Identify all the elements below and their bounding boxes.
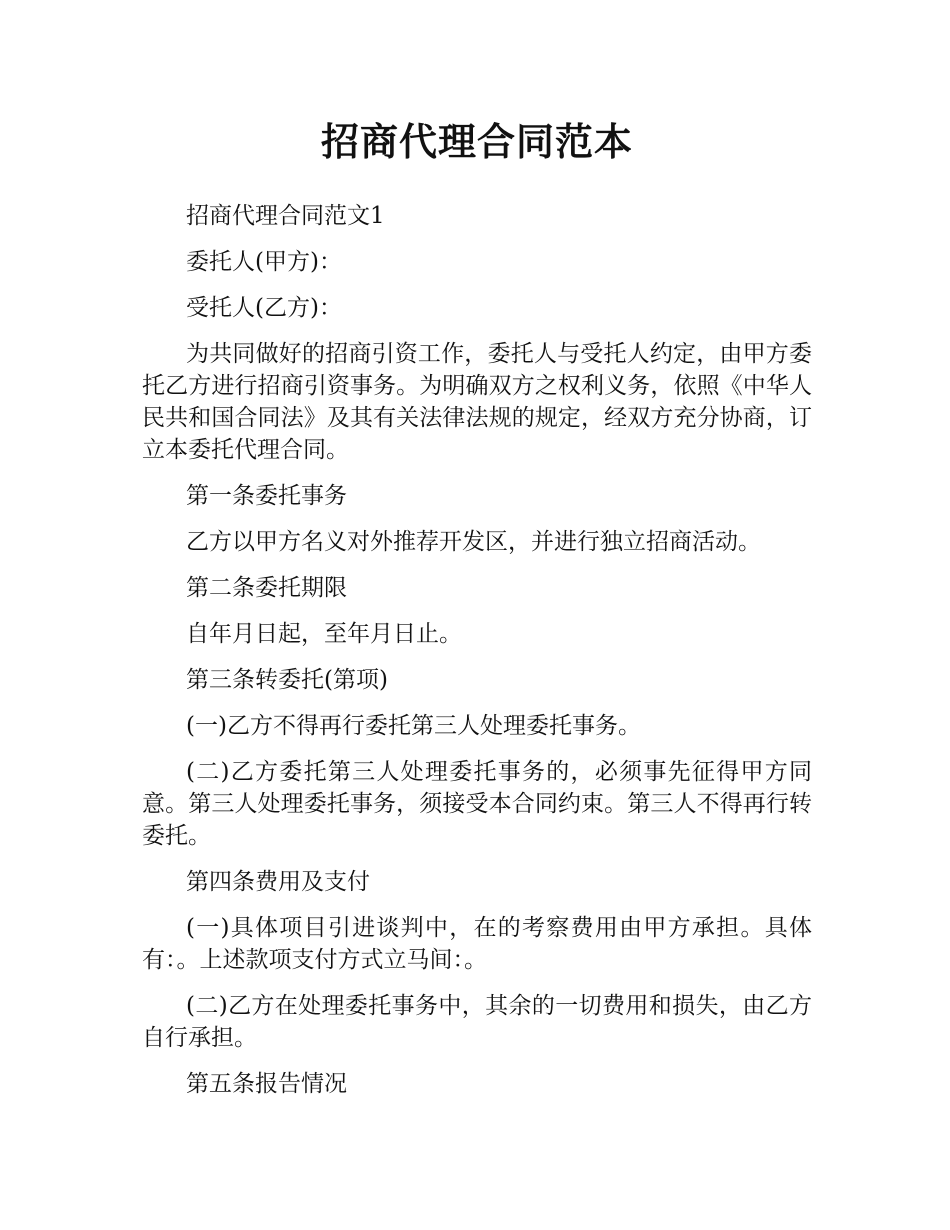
document-title: 招商代理合同范本 xyxy=(320,120,633,164)
article-4-heading: 第四条费用及支付 xyxy=(186,869,370,895)
article-2-heading: 第二条委托期限 xyxy=(186,575,347,601)
article-2-body: 自年月日起，至年月日止。 xyxy=(186,621,462,647)
article-4-item-1: (一)具体项目引进谈判中，在的考察费用由甲方承担。具体有：。上述款项支付方式立马间：。 xyxy=(142,915,812,973)
document-page xyxy=(142,112,812,1114)
paragraph-party-a: 委托人(甲方)： xyxy=(186,249,342,275)
article-3-heading: 第三条转委托(第项) xyxy=(186,667,388,693)
article-1-body: 乙方以甲方名义对外推荐开发区，并进行独立招商活动。 xyxy=(186,529,761,555)
article-5-heading: 第五条报告情况 xyxy=(186,1071,347,1097)
article-1-heading: 第一条委托事务 xyxy=(186,483,347,509)
paragraph-party-b: 受托人(乙方)： xyxy=(186,295,342,321)
article-3-item-2: (二)乙方委托第三人处理委托事务的，必须事先征得甲方同意。第三人处理委托事务，须接受本合同约束。第三人不得再行转委托。 xyxy=(142,759,812,849)
article-3-item-1: (一)乙方不得再行委托第三人处理委托事务。 xyxy=(186,713,641,739)
article-4-item-2: (二)乙方在处理委托事务中，其余的一切费用和损失，由乙方自行承担。 xyxy=(142,993,812,1051)
paragraph-preamble: 为共同做好的招商引资工作，委托人与受托人约定，由甲方委托乙方进行招商引资事务。为明确双方之权利义务，依照《中华人民共和国合同法》及其有关法律法规的规定，经双方充分协商，订立本委托代理合同。 xyxy=(142,341,812,463)
paragraph-contract-heading: 招商代理合同范文1 xyxy=(186,203,385,229)
